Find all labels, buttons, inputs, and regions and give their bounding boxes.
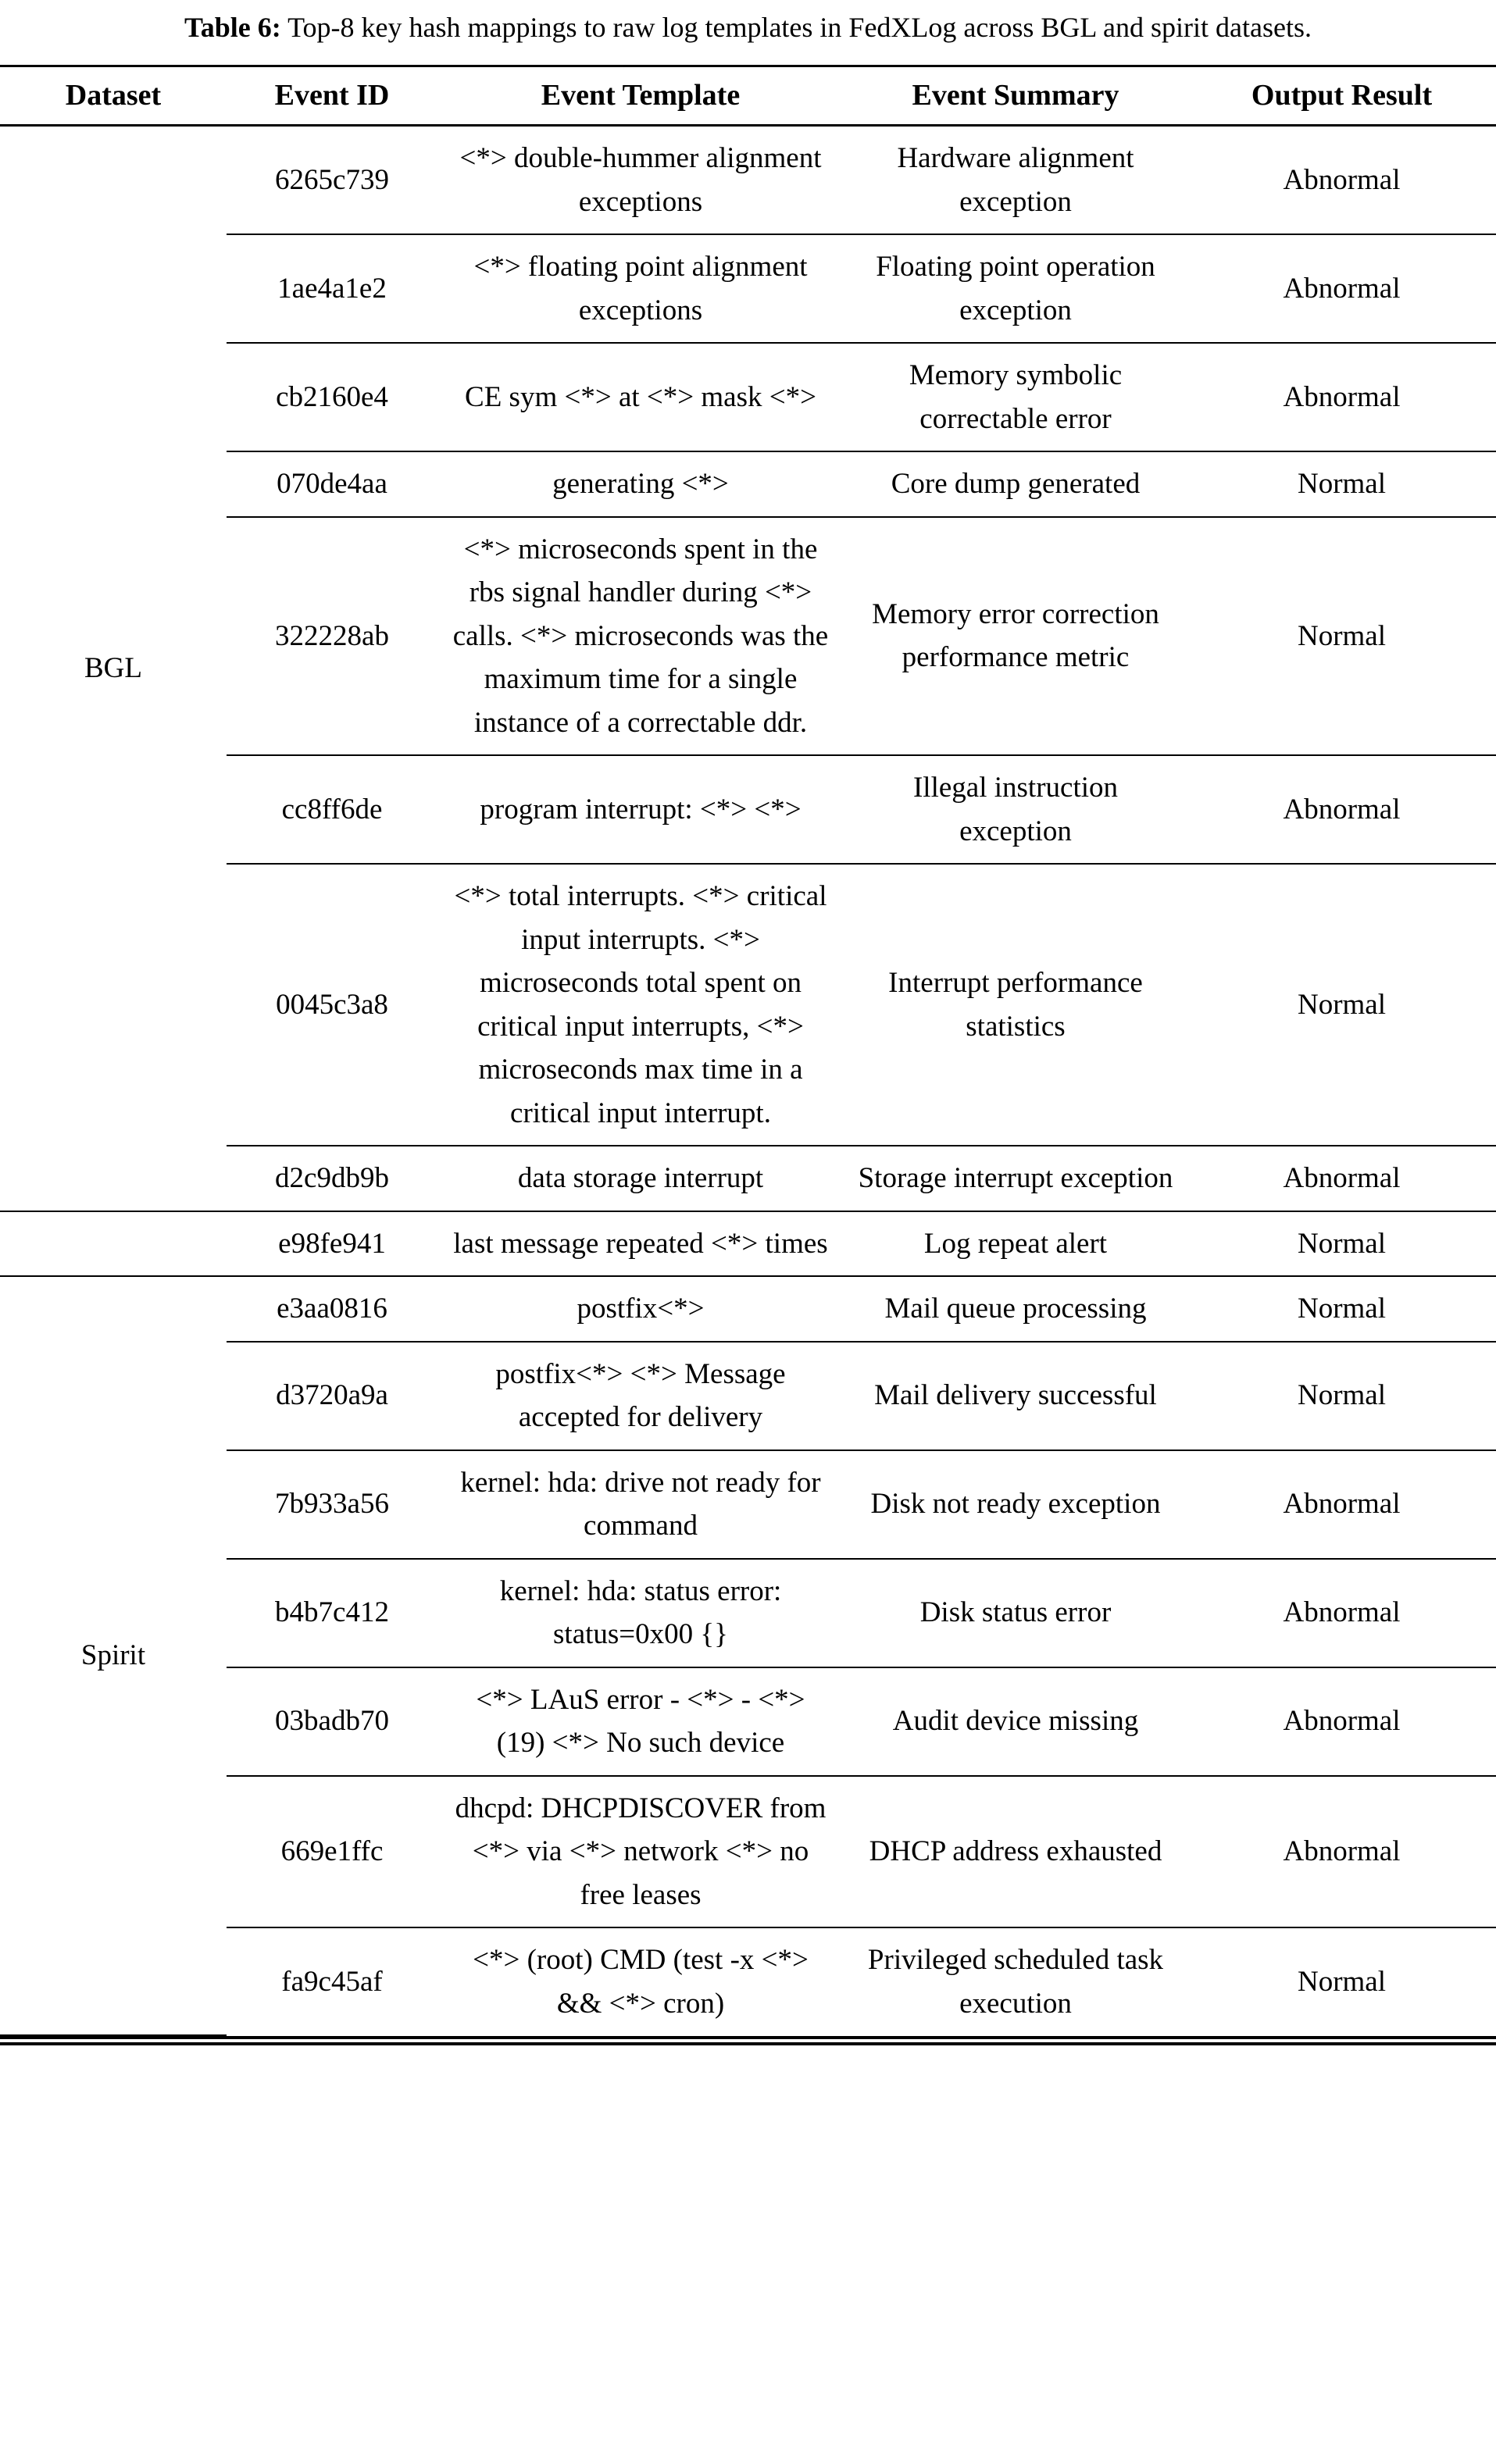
event-template-cell: generating <*>	[437, 451, 844, 517]
event-id-cell: d2c9db9b	[227, 1146, 437, 1211]
event-summary-cell: Floating point operation exception	[844, 234, 1187, 343]
table-row	[0, 1211, 1496, 1277]
table-caption	[8, 9, 1488, 46]
event-summary-cell: Privileged scheduled task execution	[867, 1944, 1164, 2020]
event-template-cell: last message repeated <*> times	[437, 1211, 844, 1277]
event-summary-cell: Mail delivery successful	[844, 1342, 1187, 1450]
event-id-cell: b4b7c412	[227, 1559, 437, 1667]
header-output-result: Output Result	[1187, 67, 1496, 126]
output-result-cell: Abnormal	[1187, 234, 1496, 343]
table-container	[0, 65, 1496, 2045]
output-result-cell: Normal	[1187, 864, 1496, 1146]
hash-mapping-table	[0, 67, 1496, 2036]
event-summary-cell: Memory symbolic correctable error	[844, 343, 1187, 451]
event-id-cell: e3aa0816	[227, 1276, 437, 1342]
event-id-cell: cb2160e4	[227, 343, 437, 451]
output-result-cell: Abnormal	[1187, 126, 1496, 235]
output-result-cell: Abnormal	[1187, 343, 1496, 451]
event-id-cell: cc8ff6de	[227, 755, 437, 864]
event-template-cell: <*> floating point alignment exceptions	[437, 234, 844, 343]
event-summary-cell: Illegal instruction exception	[844, 755, 1187, 864]
event-template-cell: CE sym <*> at <*> mask <*>	[437, 343, 844, 451]
event-summary-cell: Disk status error	[844, 1559, 1187, 1667]
event-template-cell: postfix<*> <*> Message accepted for delivery	[437, 1342, 844, 1450]
output-result-cell: Normal	[1187, 451, 1496, 517]
event-id-cell: 070de4aa	[227, 451, 437, 517]
event-summary-cell: Core dump generated	[844, 451, 1187, 517]
event-summary-cell: Memory error correction performance metric	[844, 517, 1187, 756]
table-caption-text: Top-8 key hash mappings to raw log templates in FedXLog across BGL and spirit datasets.	[287, 12, 1312, 43]
event-id-cell: 03badb70	[227, 1667, 437, 1776]
output-result-cell: Normal	[1297, 1965, 1387, 1998]
event-template-cell: kernel: hda: drive not ready for command	[437, 1450, 844, 1559]
header-dataset: Dataset	[0, 67, 227, 126]
dataset-cell	[0, 1211, 227, 1277]
event-template-cell: <*> total interrupts. <*> critical input interrupts. <*> microseconds total spent on critical input interrupts, <*> microseconds max time in a critical input interrupt.	[437, 864, 844, 1146]
event-summary-cell: DHCP address exhausted	[844, 1776, 1187, 1928]
output-result-cell: Abnormal	[1187, 1776, 1496, 1928]
event-template-cell: <*> LAuS error - <*> - <*> (19) <*> No such device	[437, 1667, 844, 1776]
event-summary-cell: Hardware alignment exception	[844, 126, 1187, 235]
header-event-template: Event Template	[437, 67, 844, 126]
event-id-cell: d3720a9a	[227, 1342, 437, 1450]
event-id-cell: 6265c739	[227, 126, 437, 235]
event-template-cell: dhcpd: DHCPDISCOVER from <*> via <*> network <*> no free leases	[437, 1776, 844, 1928]
output-result-cell: Abnormal	[1187, 1559, 1496, 1667]
output-result-cell: Normal	[1187, 517, 1496, 756]
event-id-cell: e98fe941	[227, 1211, 437, 1277]
event-summary-cell: Audit device missing	[844, 1667, 1187, 1776]
event-id-cell: 0045c3a8	[227, 864, 437, 1146]
event-summary-cell: Interrupt performance statistics	[844, 864, 1187, 1146]
output-result-cell: Normal	[1187, 1211, 1496, 1277]
event-summary-cell: Storage interrupt exception	[844, 1146, 1187, 1211]
output-result-cell: Abnormal	[1187, 755, 1496, 864]
output-result-cell: Normal	[1187, 1342, 1496, 1450]
event-template-cell: kernel: hda: status error: status=0x00 {}	[437, 1559, 844, 1667]
event-id-cell: fa9c45af	[281, 1965, 383, 1998]
output-result-cell: Normal	[1187, 1276, 1496, 1342]
event-template-cell: program interrupt: <*> <*>	[437, 755, 844, 864]
event-template-cell: postfix<*>	[437, 1276, 844, 1342]
event-template-cell: <*> (root) CMD (test -x <*> && <*> cron)	[473, 1944, 809, 2020]
header-event-summary: Event Summary	[844, 67, 1187, 126]
event-id-cell: 669e1ffc	[227, 1776, 437, 1928]
output-result-cell: Abnormal	[1187, 1146, 1496, 1211]
event-id-cell: 1ae4a1e2	[227, 234, 437, 343]
header-event-id: Event ID	[227, 67, 437, 126]
event-summary-cell: Disk not ready exception	[844, 1450, 1187, 1559]
event-template-cell: <*> microseconds spent in the rbs signal handler during <*> calls. <*> microseconds was the maximum time for a single instance of a correctable ddr.	[437, 517, 844, 756]
event-summary-cell: Mail queue processing	[844, 1276, 1187, 1342]
event-template-cell: <*> double-hummer alignment exceptions	[437, 126, 844, 235]
output-result-cell: Abnormal	[1187, 1667, 1496, 1776]
event-template-cell: data storage interrupt	[437, 1146, 844, 1211]
table-row	[0, 126, 1496, 235]
table-header-row	[0, 67, 1496, 126]
dataset-cell: BGL	[0, 126, 227, 1211]
table-caption-label: Table 6:	[184, 12, 281, 43]
output-result-cell: Abnormal	[1187, 1450, 1496, 1559]
table-row	[0, 1276, 1496, 1342]
event-id-cell: 322228ab	[227, 517, 437, 756]
event-summary-cell: Log repeat alert	[844, 1211, 1187, 1277]
dataset-cell: Spirit	[0, 1276, 227, 2035]
event-id-cell: 7b933a56	[227, 1450, 437, 1559]
